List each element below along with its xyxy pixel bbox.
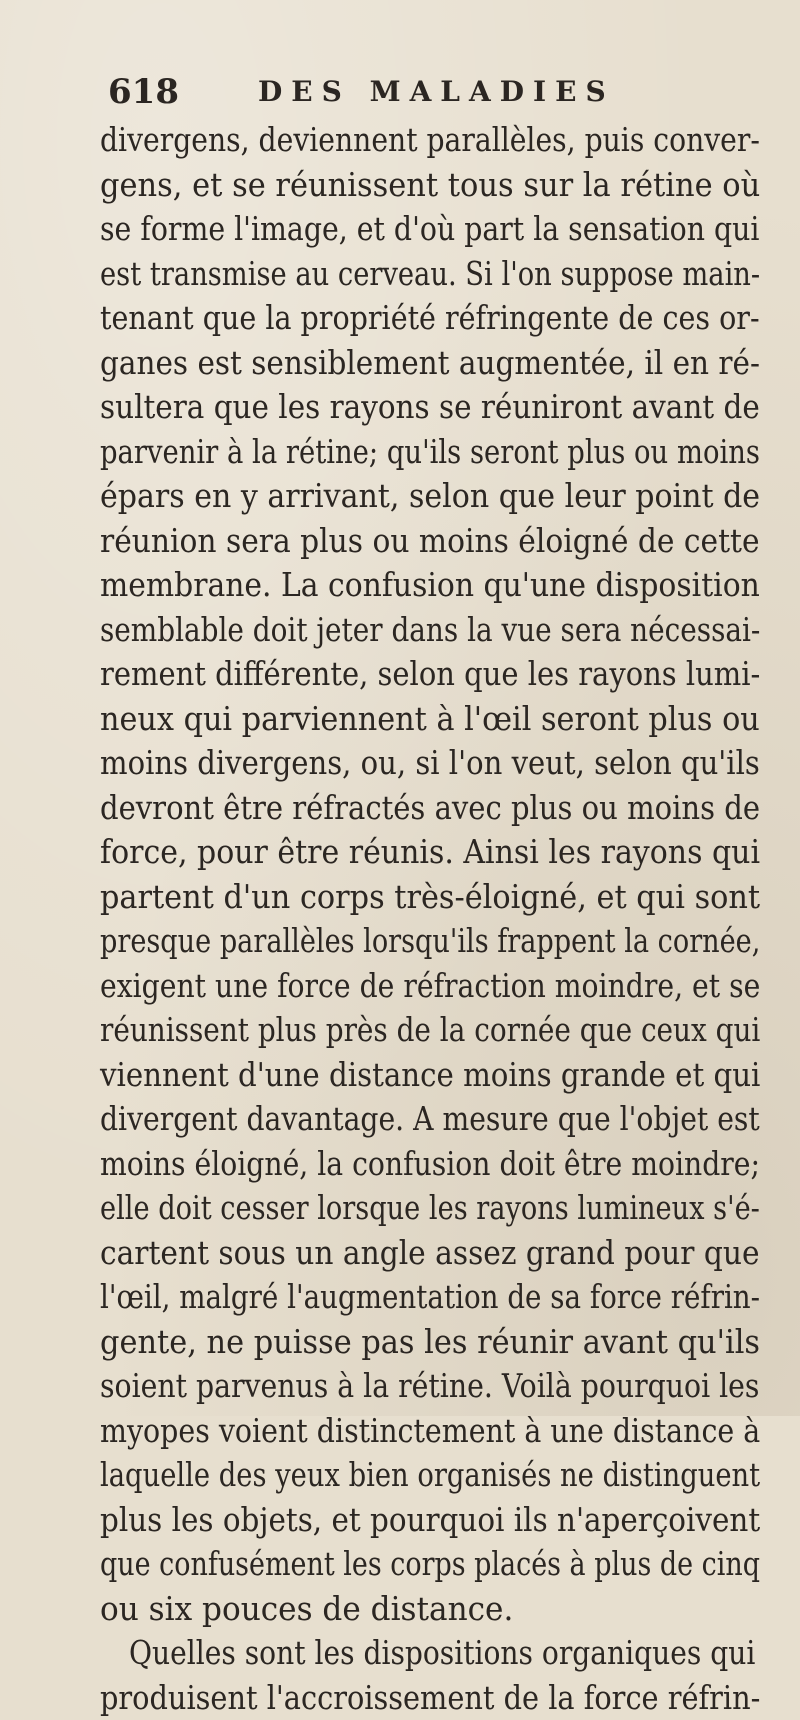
text-line: est transmise au cerveau. Si l'on suppose main- (100, 252, 680, 297)
body-text (100, 118, 800, 1720)
text-line: exigent une force de réfraction moindre, et se (100, 964, 699, 1009)
text-line: épars en y arrivant, selon que leur point de (100, 474, 737, 519)
text-line: viennent d'une distance moins grande et qui (100, 1053, 720, 1098)
text-line: gente, ne puisse pas les réunir avant qu'ils (100, 1320, 745, 1365)
text-line: neux qui parviennent à l'œil seront plus ou (100, 697, 742, 742)
text-line: réunion sera plus ou moins éloigné de cette (100, 519, 730, 564)
running-head: DES MALADIES (258, 72, 615, 112)
text-line: gens, et se réunissent tous sur la rétine où (100, 163, 746, 208)
page-header (108, 72, 748, 112)
text-line: réunissent plus près de la cornée que ceux qui (100, 1008, 692, 1053)
text-line: tenant que la propriété réfringente de ces or- (100, 296, 706, 341)
text-line: presque parallèles lorsqu'ils frappent la cornée, (100, 919, 675, 964)
text-line: membrane. La confusion qu'une disposition (100, 563, 732, 608)
text-line: divergens, deviennent parallèles, puis conver- (100, 118, 699, 163)
text-line: l'œil, malgré l'augmentation de sa force réfrin- (100, 1275, 688, 1320)
text-line: rement différente, selon que les rayons lumi- (100, 652, 715, 697)
text-line: se forme l'image, et d'où part la sensation qui (100, 207, 701, 252)
text-line: myopes voient distinctement à une distance à (100, 1409, 703, 1454)
text-line: semblable doit jeter dans la vue sera nécessai- (100, 608, 692, 653)
text-line: moins divergens, ou, si l'on veut, selon qu'ils (100, 741, 717, 786)
text-line: plus les objets, et pourquoi ils n'aperçoivent (100, 1498, 724, 1543)
text-line: ganes est sensiblement augmentée, il en ré- (100, 341, 726, 386)
text-line: sultera que les rayons se réuniront avant de (100, 385, 724, 430)
text-line: soient parvenus à la rétine. Voilà pourquoi les (100, 1364, 701, 1409)
text-line: partent d'un corps très-éloigné, et qui sont (100, 875, 743, 920)
page-number: 618 (108, 72, 179, 112)
text-line: ou six pouces de distance. (100, 1587, 760, 1632)
text-line: devront être réfractés avec plus ou moins de (100, 786, 716, 831)
text-line: force, pour être réunis. Ainsi les rayons qui (100, 830, 736, 875)
text-line: produisent l'accroissement de la force réfrin- (100, 1676, 710, 1720)
text-line: elle doit cesser lorsque les rayons lumineux s'é- (100, 1186, 677, 1231)
text-line: moins éloigné, la confusion doit être moindre; (100, 1142, 699, 1187)
text-line: cartent sous un angle assez grand pour que (100, 1231, 729, 1276)
text-line: que confusément les corps placés à plus de cinq (100, 1542, 672, 1587)
paragraph-start-line: Quelles sont les dispositions organiques qui (100, 1631, 696, 1676)
text-line: divergent davantage. A mesure que l'objet est (100, 1097, 699, 1142)
text-line: laquelle des yeux bien organisés ne distinguent (100, 1453, 680, 1498)
text-line: parvenir à la rétine; qu'ils seront plus ou moins (100, 430, 682, 475)
